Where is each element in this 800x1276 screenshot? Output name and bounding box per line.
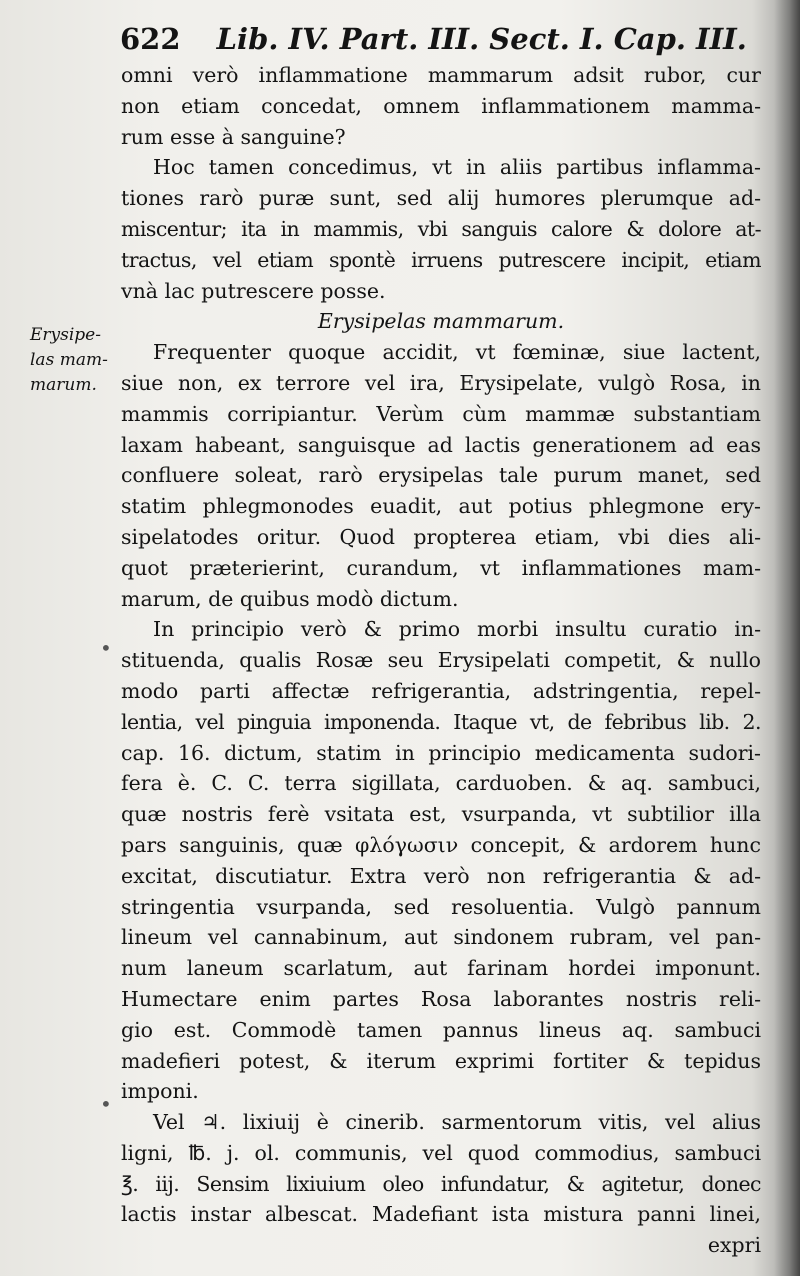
- text-line: In principio verò & primo morbi insultu curatio in-: [153, 617, 761, 642]
- text-line: Vel ♃. lixiuij è cinerib. sarmentorum vitis, vel alius: [153, 1110, 761, 1135]
- text-line: gio est. Commodè tamen pannus lineus aq. sambuci: [121, 1017, 761, 1042]
- text-line: rum esse à sanguine?: [121, 124, 346, 149]
- margin-note: [30, 323, 126, 398]
- text-line: non etiam concedat, omnem inflammationem mamma-: [121, 93, 761, 118]
- margin-note-line: marum.: [30, 375, 97, 395]
- text-line: marum, de quibus modò dictum.: [121, 586, 459, 611]
- text-line: Frequenter quoque accidit, vt fœminæ, siue lactent,: [153, 340, 761, 365]
- page-number: 622: [120, 22, 181, 56]
- text-line: lactis instar albescat. Madefiant ista mistura panni linei,: [121, 1202, 761, 1227]
- text-line: confluere soleat, rarò erysipelas tale purum manet, sed: [121, 463, 761, 488]
- text-line: excitat, discutiatur. Extra verò non refrigerantia & ad-: [121, 863, 761, 888]
- margin-dot: •: [100, 636, 112, 660]
- text-line: quæ nostris ferè vsitata est, vsurpanda, vt subtilior illa: [121, 802, 761, 827]
- section-heading: Erysipelas mammarum.: [317, 309, 565, 334]
- body-text: [121, 60, 761, 1261]
- text-line: omni verò inflammatione mammarum adsit rubor, cur: [121, 63, 761, 87]
- text-line: laxam habeant, sanguisque ad lactis generationem ad eas: [121, 432, 761, 457]
- catchword: expri: [707, 1233, 761, 1258]
- text-line: pars sanguinis, quæ φλόγωσιν concepit, & ardorem hunc: [121, 832, 761, 857]
- page-edge-shadow: [774, 0, 800, 1276]
- text-line: ℥. iij. Sensim lixiuium oleo infundatur, & agitetur, donec: [121, 1171, 761, 1196]
- text-line: siue non, ex terrore vel ira, Erysipelate, vulgò Rosa, in: [121, 370, 761, 395]
- text-line: tiones rarò puræ sunt, sed alij humores plerumque ad-: [121, 186, 761, 211]
- text-line: tractus, vel etiam spontè irruens putrescere incipit, etiam: [121, 247, 761, 272]
- text-line: mammis corripiantur. Verùm cùm mammæ substantiam: [121, 401, 761, 426]
- text-line: ligni, ℔. j. ol. communis, vel quod commodius, sambuci: [121, 1140, 761, 1165]
- text-line: stringentia vsurpanda, sed resoluentia. Vulgò pannum: [121, 894, 761, 919]
- text-line: vnà lac putrescere posse.: [121, 278, 386, 303]
- text-line: stituenda, qualis Rosæ seu Erysipelati competit, & nullo: [121, 648, 761, 673]
- text-line: sipelatodes oritur. Quod propterea etiam, vbi dies ali-: [121, 524, 761, 549]
- text-line: modo parti affectæ refrigerantia, adstringentia, repel-: [121, 678, 761, 703]
- text-line: cap. 16. dictum, statim in principio medicamenta sudori-: [121, 740, 761, 765]
- margin-dot: •: [100, 1092, 112, 1116]
- running-title: Lib. IV. Part. III. Sect. I. Cap. III.: [216, 22, 747, 56]
- text-line: fera è. C. C. terra sigillata, carduoben. & aq. sambuci,: [121, 771, 761, 796]
- margin-note-line: Erysipe-: [30, 325, 101, 345]
- text-line: imponi.: [121, 1079, 199, 1104]
- text-line: miscentur; ita in mammis, vbi sanguis calore & dolore at-: [121, 216, 761, 241]
- running-header: [120, 18, 760, 60]
- text-line: Humectare enim partes Rosa laborantes nostris reli-: [121, 986, 761, 1011]
- text-line: num laneum scarlatum, aut farinam hordei imponunt.: [121, 956, 761, 981]
- text-line: Hoc tamen concedimus, vt in aliis partibus inflamma-: [153, 155, 761, 180]
- text-line: madefieri potest, & iterum exprimi fortiter & tepidus: [121, 1048, 761, 1073]
- text-line: statim phlegmonodes euadit, aut potius phlegmone ery-: [121, 494, 761, 519]
- margin-note-line: las mam-: [30, 350, 108, 370]
- text-line: lineum vel cannabinum, aut sindonem rubram, vel pan-: [121, 925, 761, 950]
- text-line: lentia, vel pinguia imponenda. Itaque vt, de febribus lib. 2.: [121, 709, 761, 734]
- text-line: quot præterierint, curandum, vt inflammationes mam-: [121, 555, 761, 580]
